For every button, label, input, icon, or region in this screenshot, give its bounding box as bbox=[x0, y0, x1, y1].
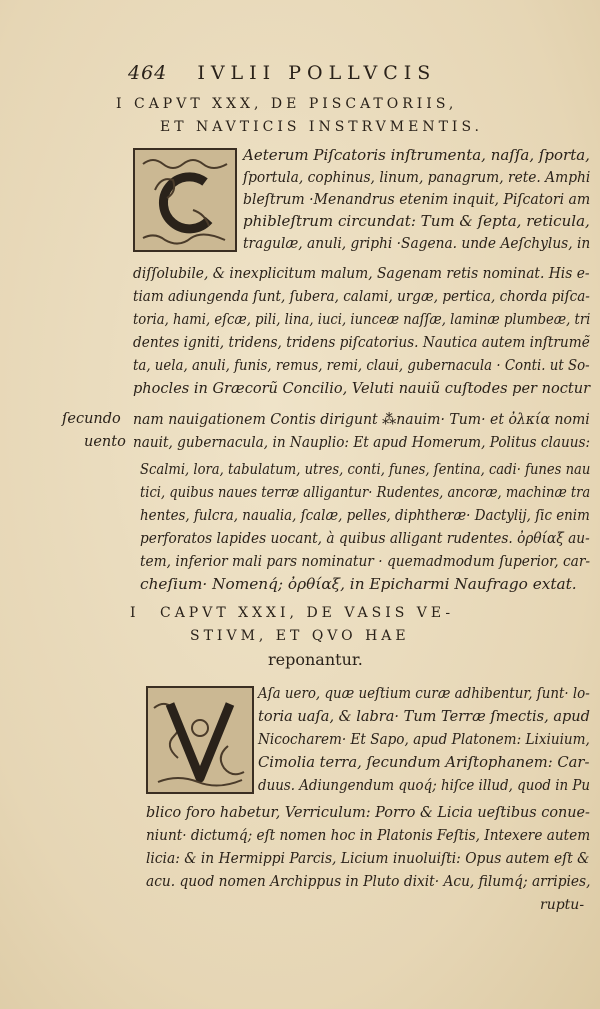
chapter-30-line: nauit, gubernacula, in Nauplio: Et apud Homerum, Politus clauus: bbox=[133, 433, 591, 451]
page-number: 464 bbox=[128, 62, 168, 84]
margin-note: uento bbox=[84, 434, 126, 450]
chapter-30-line: cheſium· Nomenq́; ὀρθίαξ, in Epicharmi Naufrago extat. bbox=[140, 575, 577, 593]
chapter-31-line: duus. Adiungendum quoq́; hiſce illud, quod in Pu bbox=[258, 776, 591, 794]
chapter-30-line: phibleſtrum circundat: Tum & ſepta, reticula, bbox=[243, 212, 590, 230]
chapter-31-line: Nicocharem· Et Sapo, apud Platonem: Lixiuium, bbox=[258, 730, 590, 748]
running-header bbox=[128, 62, 528, 84]
chapter-31-heading-line-1 bbox=[130, 603, 454, 623]
chapter-31-line: licia: & in Hermippi Parcis, Licium inuoluiſti: Opus autem eſt & bbox=[146, 849, 590, 867]
decorated-initial-c bbox=[133, 148, 237, 252]
chapter-30-line: tragulæ, anuli, griphi ·Sagena. unde Aeſchylus, in bbox=[243, 234, 591, 252]
chapter-30-line: diſſolubile, & inexplicitum malum, Sagenam retis nominat. His e- bbox=[133, 264, 590, 282]
decorated-initial-v-icon bbox=[148, 688, 252, 792]
chapter-30-line: phocles in Græcorũ Concilio, Veluti nauiũ cuſtodes per noctur bbox=[133, 379, 591, 397]
chapter-31-line: toria uaſa, & labra· Tum Terræ ſmectis, apud bbox=[258, 707, 590, 725]
chapter-30-line: tici, quibus naues terræ alligantur· Rudentes, ancoræ, machinæ tra bbox=[140, 483, 591, 501]
chapter-30-line: perforatos lapides uocant, à quibus alligant rudentes. ὀρθίαξ au- bbox=[140, 529, 590, 547]
chapter-31-heading-line-3: reponantur. bbox=[268, 650, 363, 669]
chapter-30-line: tem, inferior mali pars nominatur · quemadmodum ſuperior, car- bbox=[140, 552, 591, 570]
chapter-30-line: tiam adiungenda ſunt, ſubera, calami, urgæ, pertica, chorda piſca- bbox=[133, 287, 590, 305]
chapter-31-title-1: CAPVT XXXI, DE VASIS VE- bbox=[159, 605, 455, 621]
chapter-30-line: ta, uela, anuli, funis, remus, remi, claui, gubernacula · Conti. ut So- bbox=[133, 356, 590, 374]
chapter-31-line: Aſa uero, quæ ueſtium curæ adhibentur, ſunt· lo- bbox=[258, 684, 590, 702]
decorated-initial-v bbox=[146, 686, 254, 794]
chapter-30-line: ſportula, cophinus, linum, panagrum, rete. Amphi bbox=[243, 168, 591, 186]
chapter-30-heading-line-1 bbox=[116, 94, 457, 114]
catchword: ruptu- bbox=[540, 897, 585, 913]
running-title: IVLII POLLVCIS bbox=[197, 62, 437, 84]
chapter-31-heading-line-2: STIVM, ET QVO HAE bbox=[190, 628, 410, 644]
chapter-30-title-1: CAPVT XXX, DE PISCATORIIS, bbox=[133, 96, 458, 112]
chapter-30-mark: I bbox=[116, 96, 126, 112]
chapter-31-line: niunt· dictumq́; eſt nomen hoc in Platonis Feſtis, Intexere autem bbox=[146, 826, 591, 844]
chapter-30-line: nam nauigationem Contis dirigunt ⁂nauim· Tum· et ὀλκία nomi bbox=[133, 410, 590, 428]
chapter-30-heading-line-2: ET NAVTICIS INSTRVMENTIS. bbox=[160, 119, 484, 135]
chapter-31-mark: I bbox=[130, 605, 140, 621]
chapter-31-line: blico foro habetur, Verriculum: Porro & Licia ueſtibus conue- bbox=[146, 803, 590, 821]
margin-note: ſecundo bbox=[62, 411, 121, 427]
chapter-30-line: Scalmi, lora, tabulatum, utres, conti, funes, ſentina, cadi· funes nau bbox=[140, 460, 591, 478]
chapter-30-line: toria, hami, eſcæ, pili, lina, iuci, iunceæ naſſæ, laminæ plumbeæ, tri bbox=[133, 310, 591, 328]
chapter-31-line: acu. quod nomen Archippus in Pluto dixit· Acu, filumq́; arripies, bbox=[146, 872, 591, 890]
chapter-30-line: dentes igniti, tridens, tridens piſcatorius. Nautica autem inſtrumẽ bbox=[133, 333, 590, 351]
chapter-30-line: bleſtrum ·Menandrus etenim inquit, Piſcatori am bbox=[243, 190, 591, 208]
decorated-initial-c-icon bbox=[135, 150, 235, 250]
chapter-31-line: Cimolia terra, ſecundum Ariſtophanem: Car- bbox=[258, 753, 590, 771]
chapter-30-line: Aeterum Piſcatoris inſtrumenta, naſſa, ſporta, bbox=[243, 146, 590, 164]
chapter-30-line: hentes, fulcra, naualia, ſcalæ, pelles, diphtheræ· Dactylij, ſic enim bbox=[140, 506, 590, 524]
